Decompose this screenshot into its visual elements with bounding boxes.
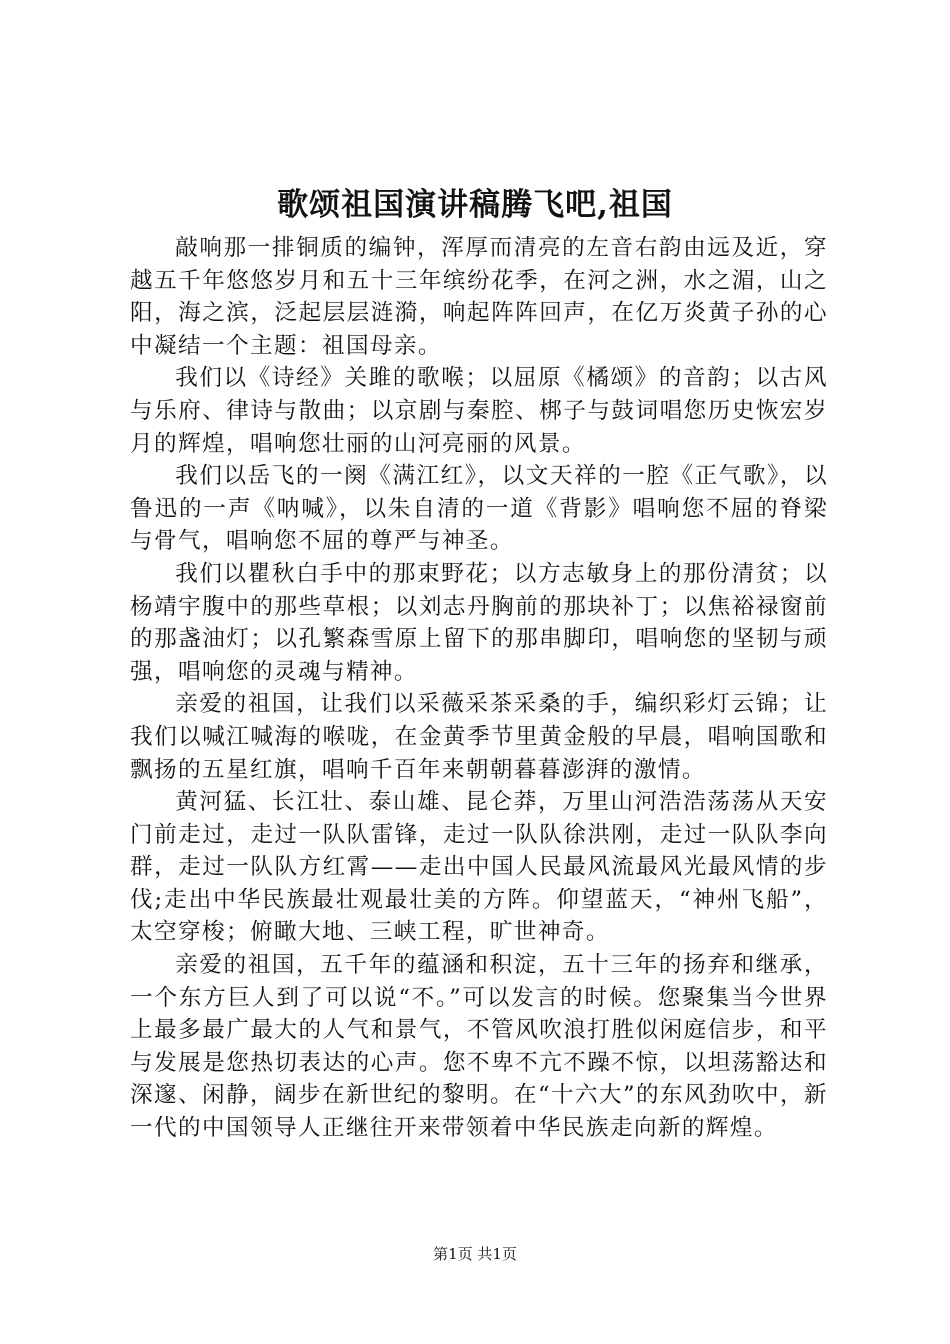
page-footer: 第1页 共1页 [433,1245,517,1263]
paragraph-6: 黄河猛、长江壮、泰山雄、昆仑莽，万里山河浩浩荡荡从天安门前走过，走过一队队雷锋，走过一队队徐洪刚，走过一队队李向群，走过一队队方红霄——走出中国人民最风流最风光最风情的步伐;走出中华民族最壮观最壮美的方阵。仰望蓝天，“神州飞船”，太空穿梭；俯瞰大地、三峡工程，旷世神奇。 [130,789,828,946]
document-title: 歌颂祖国演讲稿腾飞吧,祖国 [277,187,673,223]
document-body [130,232,828,1145]
paragraph-4: 我们以瞿秋白手中的那束野花；以方志敏身上的那份清贫；以杨靖宇腹中的那些草根；以刘志丹胸前的那块补丁；以焦裕禄窗前的那盏油灯；以孔繁森雪原上留下的那串脚印，唱响您的坚韧与顽强，唱响您的灵魂与精神。 [130,560,828,685]
paragraph-5: 亲爱的祖国，让我们以采薇采茶采桑的手，编织彩灯云锦；让我们以喊江喊海的喉咙，在金黄季节里黄金般的早晨，唱响国歌和飘扬的五星红旗，唱响千百年来朝朝暮暮澎湃的激情。 [130,691,828,783]
paragraph-1: 敲响那一排铜质的编钟，浑厚而清亮的左音右韵由远及近，穿越五千年悠悠岁月和五十三年缤纷花季，在河之洲，水之湄，山之阳，海之滨，泛起层层涟漪，响起阵阵回声，在亿万炎黄子孙的心中凝结一个主题：祖国母亲。 [130,235,828,359]
paragraph-3: 我们以岳飞的一阕《满江红》，以文天祥的一腔《正气歌》，以鲁迅的一声《呐喊》，以朱自清的一道《背影》唱响您不屈的脊梁与骨气，唱响您不屈的尊严与神圣。 [130,463,828,555]
paragraph-2: 我们以《诗经》关雎的歌喉；以屈原《橘颂》的音韵；以古风与乐府、律诗与散曲；以京剧与秦腔、梆子与鼓词唱您历史恢宏岁月的辉煌，唱响您壮丽的山河亮丽的风景。 [130,365,828,457]
paragraph-7: 亲爱的祖国，五千年的蕴涵和积淀，五十三年的扬弃和继承，一个东方巨人到了可以说“不。”可以发言的时候。您聚集当今世界上最多最广最大的人气和景气，不管风吹浪打胜似闲庭信步，和平与发展是您热切表达的心声。您不卑不亢不躁不惊，以坦荡豁达和深邃、闲静，阔步在新世纪的黎明。在“十六大”的东风劲吹中，新一代的中国领导人正继往开来带领着中华民族走向新的辉煌。 [130,952,828,1142]
